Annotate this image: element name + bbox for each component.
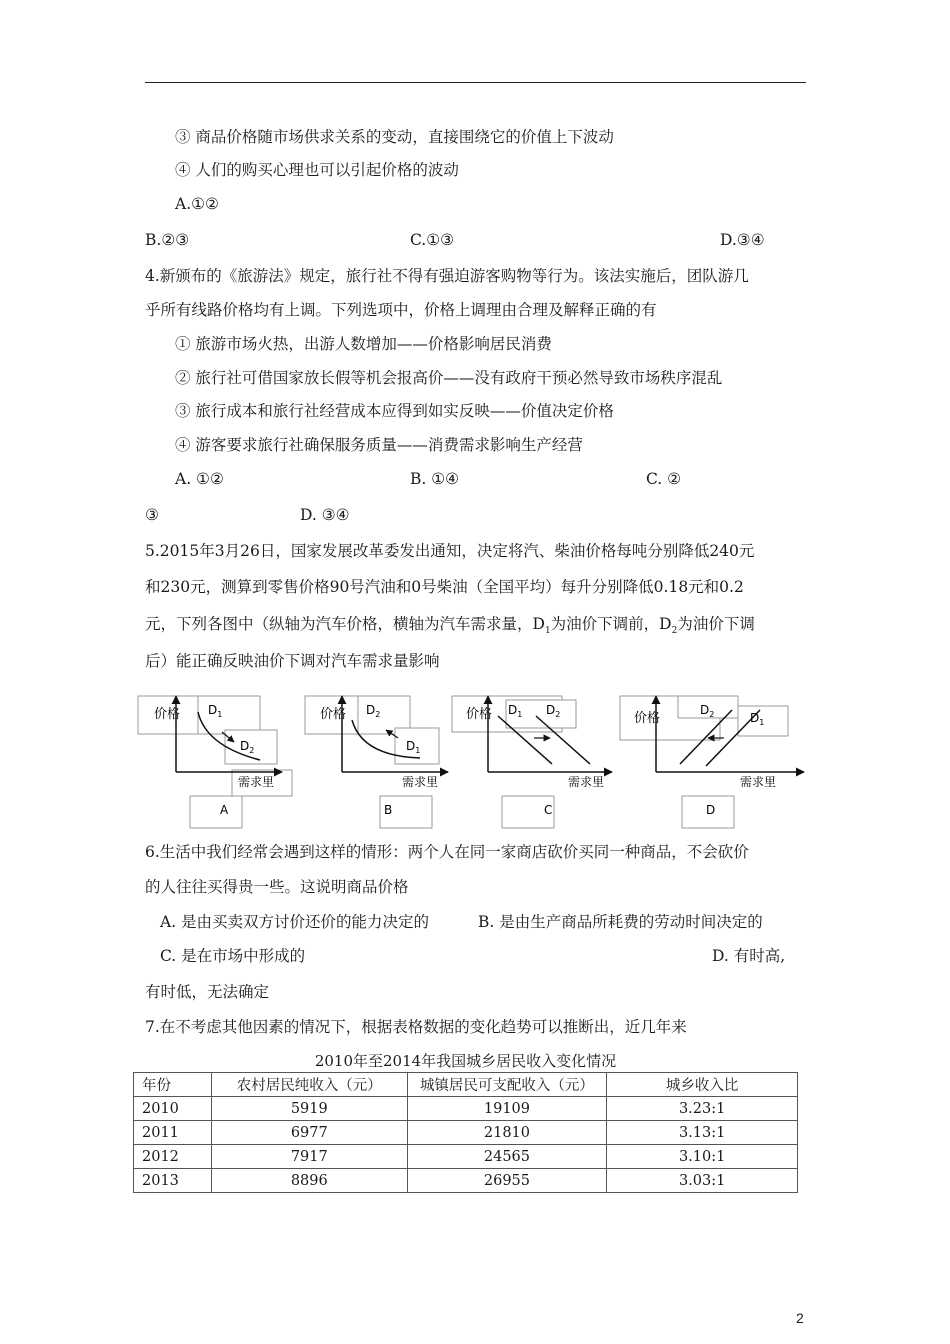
q3-option-a: A.①②: [175, 195, 219, 213]
q4-item-1: ① 旅游市场火热，出游人数增加——价格影响居民消费: [175, 335, 552, 353]
cell-urban: 26955: [407, 1169, 607, 1193]
demand-curve-figure: [140, 688, 810, 833]
cell-urban: 24565: [407, 1145, 607, 1169]
graph-c-x-label: 需求里: [568, 775, 605, 789]
cell-rural: 7917: [211, 1145, 407, 1169]
q6-option-b: B. 是由生产商品所耗费的劳动时间决定的: [478, 913, 763, 931]
cell-urban: 19109: [407, 1097, 607, 1121]
table-row: [134, 1097, 798, 1121]
cell-ratio: 3.10:1: [607, 1145, 798, 1169]
q4-option-b: B. ①④: [410, 470, 460, 488]
graph-a: [138, 696, 292, 828]
cell-rural: 8896: [211, 1169, 407, 1193]
graph-a-x-label: 需求里: [238, 775, 275, 789]
graph-a-d1-label: $D_1$: [208, 703, 223, 719]
header-urban-income: 城镇居民可支配收入（元）: [407, 1073, 607, 1097]
q7-stem: 7.在不考虑其他因素的情况下，根据表格数据的变化趋势可以推断出，近几年来: [145, 1018, 687, 1036]
graph-a-d2-label: $D_2$: [240, 739, 255, 755]
graph-d-d1-label: $D_1$: [750, 711, 765, 727]
graph-c-d2-label: $D_2$: [546, 703, 561, 719]
q4-stem-line-2: 乎所有线路价格均有上调。下列选项中，价格上调理由合理及解释正确的有: [145, 301, 657, 319]
q3-option-d: D.③④: [720, 231, 765, 249]
graph-b: [305, 696, 448, 828]
q4-item-2: ② 旅行社可借国家放长假等机会报高价——没有政府干预必然导致市场秩序混乱: [175, 369, 723, 387]
graph-d-d2-label: $D_2$: [700, 703, 715, 719]
q6-stem-line-1: 6.生活中我们经常会遇到这样的情形：两个人在同一家商店砍价买同一种商品，不会砍价: [145, 843, 749, 861]
q6-option-c: C. 是在市场中形成的: [160, 947, 306, 965]
graph-b-d2-label: $D_2$: [366, 703, 381, 719]
cell-year: 2010: [134, 1097, 212, 1121]
q4-stem-line-1: 4.新颁布的《旅游法》规定，旅行社不得有强迫游客购物等行为。该法实施后，团队游几: [145, 267, 749, 285]
graph-b-d1-label: $D_1$: [406, 739, 421, 755]
cell-urban: 21810: [407, 1121, 607, 1145]
header-rule: [145, 82, 806, 83]
q4-option-c-cont: ③: [145, 506, 159, 524]
table-row: [134, 1169, 798, 1193]
income-table-header-row: [134, 1073, 798, 1097]
q6-stem-line-2: 的人往往买得贵一些。这说明商品价格: [145, 878, 409, 896]
header-rural-income: 农村居民纯收入（元）: [211, 1073, 407, 1097]
graph-b-letter: B: [384, 803, 393, 817]
q5-stem-line-3: 元，下列各图中（纵轴为汽车价格，横轴为汽车需求量，$D_1$为油价下调前，$D_2$为油价下调: [145, 615, 755, 637]
graph-d-x-label: 需求里: [740, 775, 777, 789]
cell-year: 2011: [134, 1121, 212, 1145]
q4-item-4: ④ 游客要求旅行社确保服务质量——消费需求影响生产经营: [175, 436, 583, 454]
graph-c-letter: C: [544, 803, 553, 817]
q4-option-c: C. ②: [646, 470, 682, 488]
graph-d: [620, 696, 804, 828]
cell-year: 2012: [134, 1145, 212, 1169]
q5-stem-line-1: 5.2015年3月26日，国家发展改革委发出通知，决定将汽、柴油价格每吨分别降低240元: [145, 542, 755, 560]
cell-ratio: 3.03:1: [607, 1169, 798, 1193]
q3-option-c: C.①③: [410, 231, 455, 249]
graph-b-y-label: 价格: [320, 707, 347, 722]
income-table-title: 2010年至2014年我国城乡居民收入变化情况: [314, 1052, 617, 1070]
header-income-ratio: 城乡收入比: [607, 1073, 798, 1097]
header-year: 年份: [134, 1073, 212, 1097]
q5-stem-line-4: 后）能正确反映油价下调对汽车需求量影响: [145, 652, 440, 670]
graph-d-letter: D: [706, 803, 716, 817]
q3-item-3: ③ 商品价格随市场供求关系的变动，直接围绕它的价值上下波动: [175, 128, 614, 146]
table-row: [134, 1121, 798, 1145]
graph-c: [452, 696, 612, 828]
q4-option-a: A. ①②: [175, 470, 224, 488]
graph-a-y-label: 价格: [154, 707, 181, 722]
cell-rural: 5919: [211, 1097, 407, 1121]
q3-item-4: ④ 人们的购买心理也可以引起价格的波动: [175, 161, 459, 179]
graph-b-x-label: 需求里: [402, 775, 439, 789]
q4-option-d: D. ③④: [300, 506, 350, 524]
q5-stem-line-2: 和230元，测算到零售价格90号汽油和0号柴油（全国平均）每升分别降低0.18元和0.2: [145, 578, 744, 596]
graph-c-y-label: 价格: [466, 707, 493, 722]
income-table: [133, 1072, 798, 1193]
q6-option-d: D. 有时高,: [712, 947, 786, 965]
page-number: 2: [796, 1310, 804, 1326]
graph-a-letter: A: [220, 803, 229, 817]
cell-ratio: 3.23:1: [607, 1097, 798, 1121]
q6-option-a: A. 是由买卖双方讨价还价的能力决定的: [160, 913, 430, 931]
graph-c-d1-label: $D_1$: [508, 703, 523, 719]
cell-rural: 6977: [211, 1121, 407, 1145]
q4-item-3: ③ 旅行成本和旅行社经营成本应得到如实反映——价值决定价格: [175, 402, 614, 420]
graph-d-y-label: 价格: [634, 711, 661, 726]
cell-ratio: 3.13:1: [607, 1121, 798, 1145]
cell-year: 2013: [134, 1169, 212, 1193]
table-row: [134, 1145, 798, 1169]
q3-option-b: B.②③: [145, 231, 190, 249]
q6-option-d-cont: 有时低，无法确定: [145, 983, 270, 1001]
